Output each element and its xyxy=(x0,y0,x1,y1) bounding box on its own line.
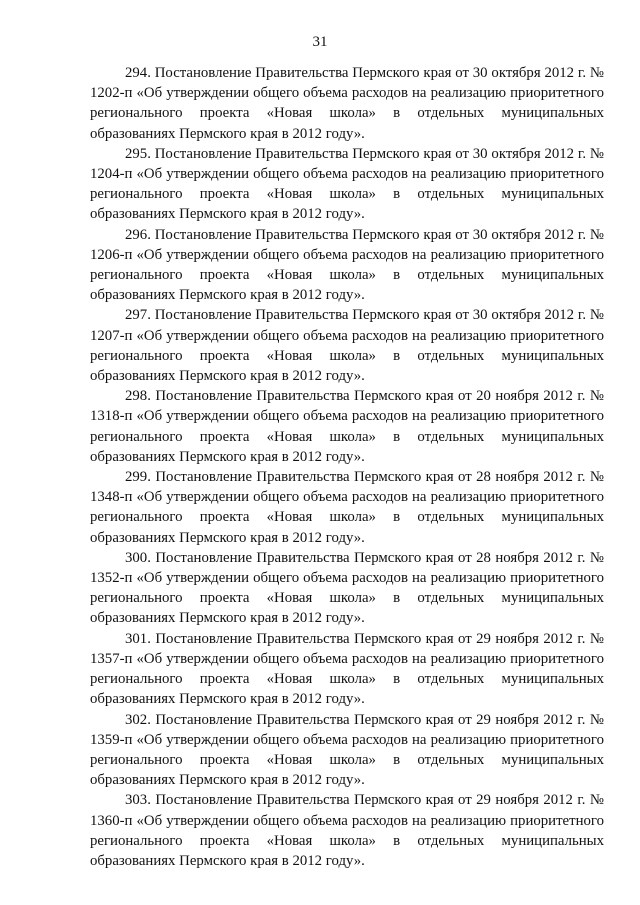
list-item: 296. Постановление Правительства Пермского края от 30 октября 2012 г. № 1206-п «Об утверждении общего объема расходов на реализацию приоритетного регионального проекта «Новая школа» в отдельных муниципальных образованиях Пермского края в 2012 году». xyxy=(90,226,604,304)
list-item: 302. Постановление Правительства Пермского края от 29 ноября 2012 г. № 1359-п «Об утверждении общего объема расходов на реализацию приоритетного регионального проекта «Новая школа» в отдельных муниципальных образованиях Пермского края в 2012 году». xyxy=(90,711,604,789)
list-item: 299. Постановление Правительства Пермского края от 28 ноября 2012 г. № 1348-п «Об утверждении общего объема расходов на реализацию приоритетного регионального проекта «Новая школа» в отдельных муниципальных образованиях Пермского края в 2012 году». xyxy=(90,469,604,546)
list-item: 303. Постановление Правительства Пермского края от 29 ноября 2012 г. № 1360-п «Об утверждении общего объема расходов на реализацию приоритетного регионального проекта «Новая школа» в отдельных муниципальных образованиях Пермского края в 2012 году». xyxy=(90,792,604,869)
page-number: 31 xyxy=(312,34,328,50)
list-item: 298. Постановление Правительства Пермского края от 20 ноября 2012 г. № 1318-п «Об утверждении общего объема расходов на реализацию приоритетного регионального проекта «Новая школа» в отдельных муниципальных образованиях Пермского края в 2012 году». xyxy=(90,388,604,465)
entry-list xyxy=(90,63,604,871)
list-item: 295. Постановление Правительства Пермского края от 30 октября 2012 г. № 1204-п «Об утверждении общего объема расходов на реализацию приоритетного регионального проекта «Новая школа» в отдельных муниципальных образованиях Пермского края в 2012 году». xyxy=(90,145,604,223)
list-item: 301. Постановление Правительства Пермского края от 29 ноября 2012 г. № 1357-п «Об утверждении общего объема расходов на реализацию приоритетного регионального проекта «Новая школа» в отдельных муниципальных образованиях Пермского края в 2012 году». xyxy=(90,630,604,708)
list-item: 300. Постановление Правительства Пермского края от 28 ноября 2012 г. № 1352-п «Об утверждении общего объема расходов на реализацию приоритетного регионального проекта «Новая школа» в отдельных муниципальных образованиях Пермского края в 2012 году». xyxy=(90,549,604,627)
list-item: 297. Постановление Правительства Пермского края от 30 октября 2012 г. № 1207-п «Об утверждении общего объема расходов на реализацию приоритетного регионального проекта «Новая школа» в отдельных муниципальных образованиях Пермского края в 2012 году». xyxy=(90,307,604,385)
list-item: 294. Постановление Правительства Пермского края от 30 октября 2012 г. № 1202-п «Об утверждении общего объема расходов на реализацию приоритетного регионального проекта «Новая школа» в отдельных муниципальных образованиях Пермского края в 2012 году». xyxy=(90,65,604,142)
